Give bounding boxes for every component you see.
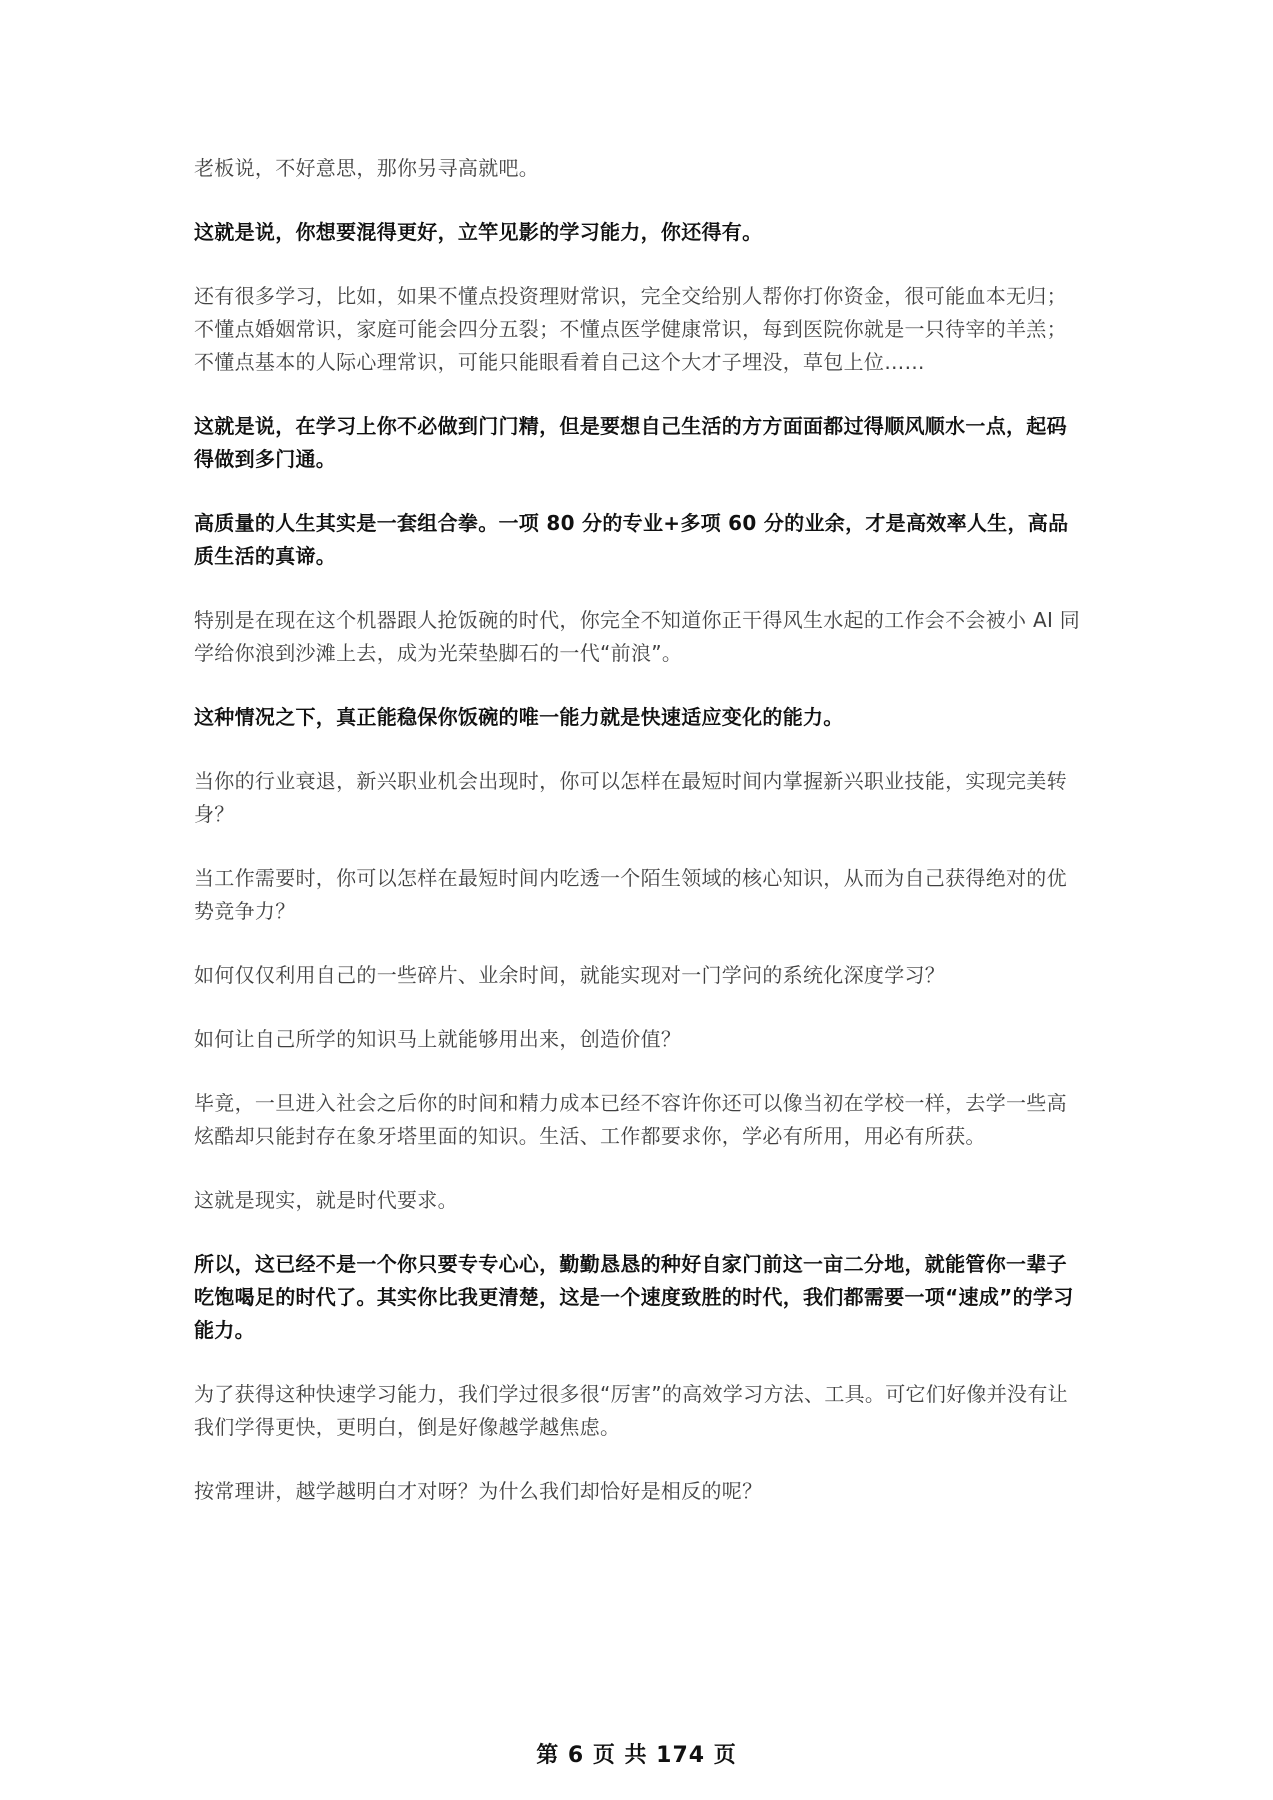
paragraph-bold: 所以，这已经不是一个你只要专专心心，勤勤恳恳的种好自家门前这一亩二分地，就能管你一辈子吃饱喝足的时代了。其实你比我更清楚，这是一个速度致胜的时代，我们都需要一项“速成”的学习能力。 [194,1252,1074,1342]
paragraph: 还有很多学习，比如，如果不懂点投资理财常识，完全交给别人帮你打你资金，很可能血本无归；不懂点婚姻常识，家庭可能会四分五裂；不懂点医学健康常识，每到医院你就是一只待宰的羊羔；不懂点基本的人际心理常识，可能只能眼看着自己这个大才子埋没，草包上位…… [194,284,1067,374]
paragraph-bold: 这就是说，在学习上你不必做到门门精，但是要想自己生活的方方面面都过得顺风顺水一点，起码得做到多门通。 [194,414,1067,471]
document-body [194,152,1082,1539]
paragraph: 当工作需要时，你可以怎样在最短时间内吃透一个陌生领域的核心知识，从而为自己获得绝对的优势竞争力？ [194,866,1067,923]
paragraph-bold: 这种情况之下，真正能稳保你饭碗的唯一能力就是快速适应变化的能力。 [194,705,844,729]
page-number-footer: 第 6 页 共 174 页 [536,1743,737,1768]
paragraph-bold: 这就是说，你想要混得更好，立竿见影的学习能力，你还得有。 [194,220,763,244]
paragraph: 当你的行业衰退，新兴职业机会出现时，你可以怎样在最短时间内掌握新兴职业技能，实现完美转身？ [194,769,1067,826]
paragraph: 特别是在现在这个机器跟人抢饭碗的时代，你完全不知道你正干得风生水起的工作会不会被小 AI 同学给你浪到沙滩上去，成为光荣垫脚石的一代“前浪”。 [194,608,1081,665]
paragraph: 如何仅仅利用自己的一些碎片、业余时间，就能实现对一门学问的系统化深度学习？ [194,963,946,987]
paragraph: 按常理讲，越学越明白才对呀？为什么我们却恰好是相反的呢？ [194,1479,763,1503]
paragraph: 如何让自己所学的知识马上就能够用出来，创造价值？ [194,1027,682,1051]
paragraph: 老板说，不好意思，那你另寻高就吧。 [194,156,540,180]
paragraph: 为了获得这种快速学习能力，我们学过很多很“厉害”的高效学习方法、工具。可它们好像并没有让我们学得更快，更明白，倒是好像越学越焦虑。 [194,1382,1068,1439]
paragraph: 这就是现实，就是时代要求。 [194,1188,458,1212]
paragraph: 毕竟，一旦进入社会之后你的时间和精力成本已经不容许你还可以像当初在学校一样，去学一些高炫酷却只能封存在象牙塔里面的知识。生活、工作都要求你，学必有所用，用必有所获。 [194,1091,1067,1148]
paragraph-bold: 高质量的人生其实是一套组合拳。一项 80 分的专业+多项 60 分的业余，才是高效率人生，高品质生活的真谛。 [194,511,1069,568]
